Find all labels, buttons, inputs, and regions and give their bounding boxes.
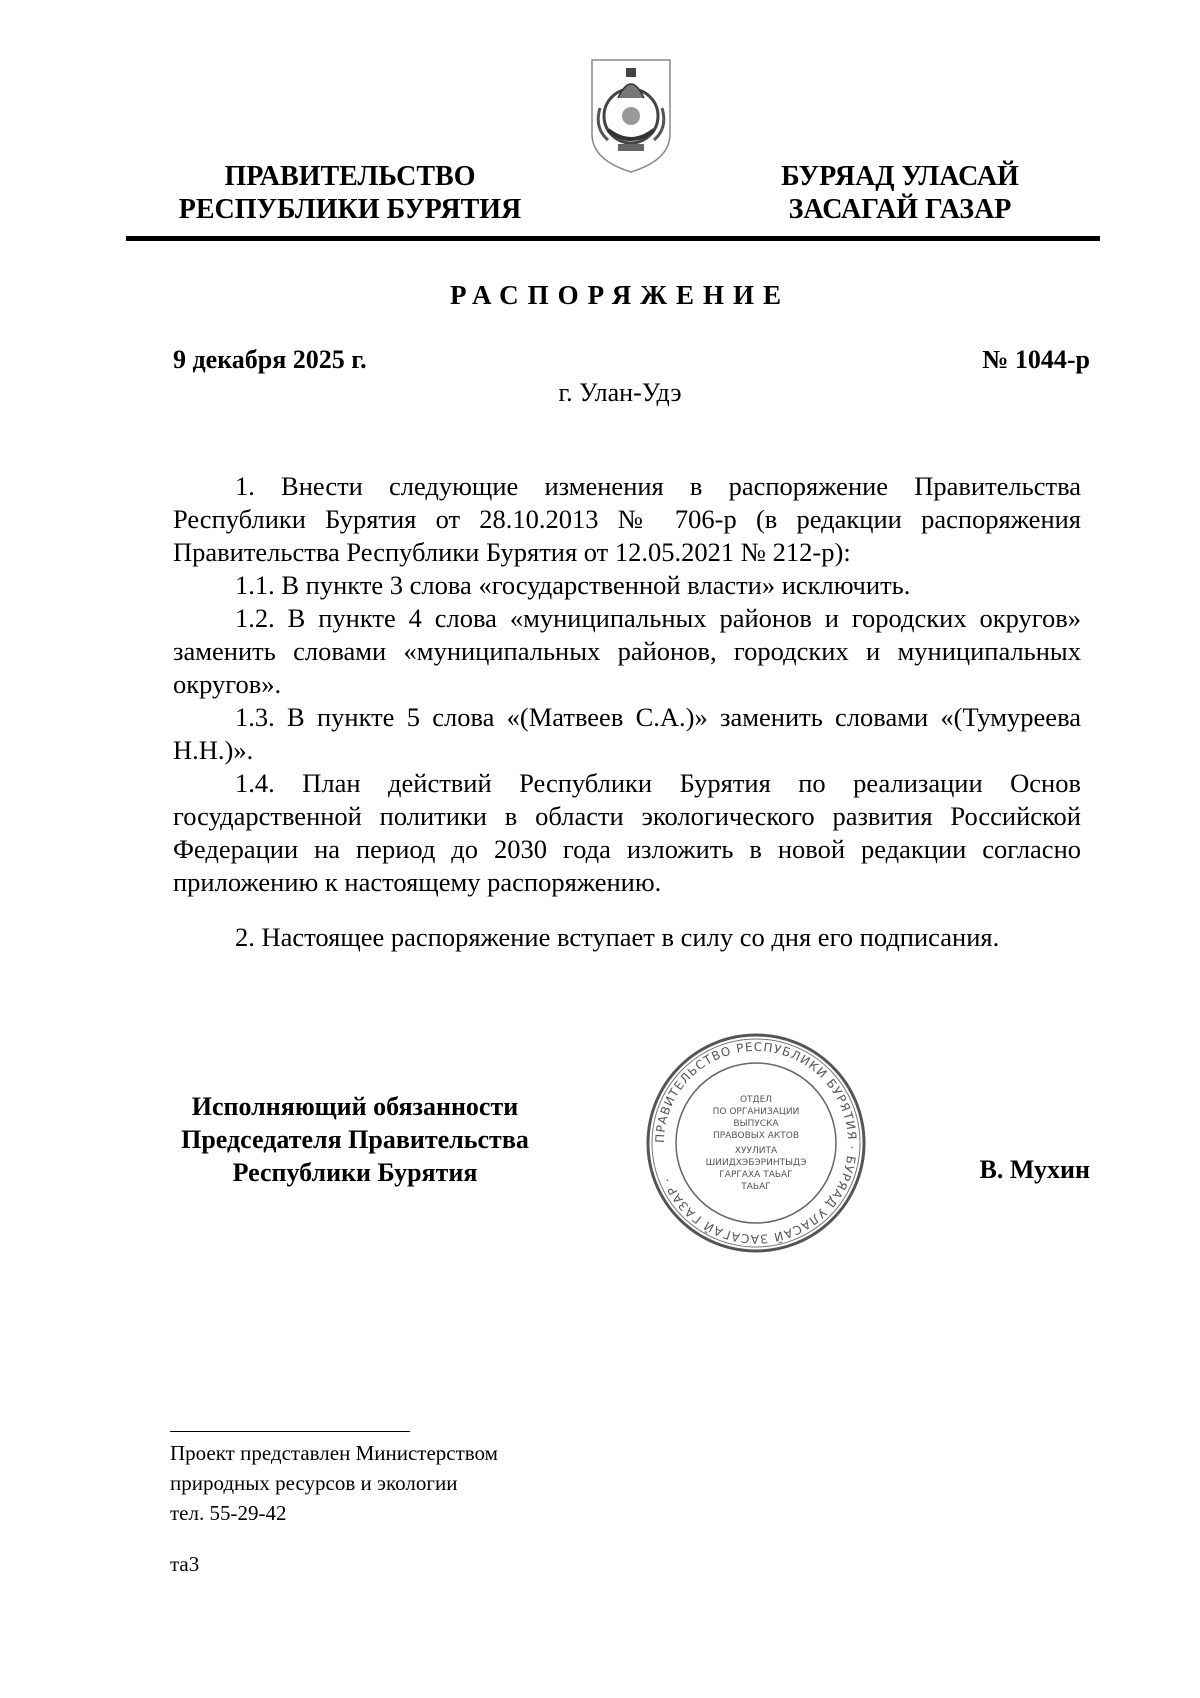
svg-text:ПРАВОВЫХ АКТОВ: ПРАВОВЫХ АКТОВ [712,1131,800,1141]
signatory-position-line1: Исполняющий обязанности [191,1092,519,1121]
official-seal [645,1032,867,1254]
document-date: 9 декабря 2025 г. [173,345,367,374]
signatory-position-line2: Председателя Правительства [181,1125,529,1154]
document-city: г. Улан-Удэ [558,378,682,407]
document-body [173,470,1081,954]
footnote-line1: Проект представлен Министерством [170,1441,498,1465]
header-left [170,160,530,226]
paragraph-1: 1. Внести следующие изменения в распоряжение Правительства Республики Бурятия от 28.10.2013 № 706-р (в редакции распоряжения Правительства Республики Бурятия от 12.05.2021 № 212-р): [173,471,1081,567]
paragraph-1-3: 1.3. В пункте 5 слова «(Матвеев С.А.)» заменить словами «(Тумуреева Н.Н.)». [173,702,1081,765]
coat-of-arms-icon [588,56,674,176]
paragraph-2: 2. Настоящее распоряжение вступает в силу со дня его подписания. [235,922,1000,952]
svg-text:ОТДЕЛ: ОТДЕЛ [739,1095,773,1105]
footnote [170,1438,498,1528]
header-divider [126,236,1100,241]
svg-text:ПРАВИТЕЛЬСТВО РЕСПУБЛИКИ БУРЯТ: ПРАВИТЕЛЬСТВО РЕСПУБЛИКИ БУРЯТИЯ · БУРЯАД УЛАСАЙ ЗАСАГАЙ ГАЗАР · [652,1039,860,1247]
document-code: та3 [170,1552,200,1576]
paragraph-1-4: 1.4. План действий Республики Бурятия по реализации Основ государственной политики в области экологического развития Российской Федерации на период до 2030 года изложить в новой редакции согласно приложению к настоящему распоряжению. [173,768,1081,897]
document-number: № 1044-р [982,345,1090,374]
svg-text:ШИИДХЭБЭРИНТЫДЭ: ШИИДХЭБЭРИНТЫДЭ [705,1158,807,1168]
paragraph-1-1: 1.1. В пункте 3 слова «государственной власти» исключить. [235,570,911,600]
footnote-divider [170,1431,410,1432]
svg-text:ВЫПУСКА: ВЫПУСКА [733,1119,779,1129]
svg-text:ХУУЛИТА: ХУУЛИТА [734,1146,778,1156]
signatory-position-line3: Республики Бурятия [232,1158,478,1187]
svg-text:ТАЬАГ: ТАЬАГ [741,1182,771,1192]
signatory-name: В. Мухин [979,1155,1090,1184]
header-right-line1: БУРЯАД УЛАСАЙ [781,161,1019,192]
paragraph-1-2: 1.2. В пункте 4 слова «муниципальных районов и городских округов» заменить словами «муниципальных районов, городских и муниципальных округов». [173,603,1081,699]
svg-text:ПО ОРГАНИЗАЦИИ: ПО ОРГАНИЗАЦИИ [712,1107,800,1117]
document-title: РАСПОРЯЖЕНИЕ [449,280,791,310]
svg-text:ГАРГАХА ТАЬАГ: ГАРГАХА ТАЬАГ [719,1170,793,1180]
header-left-line1: ПРАВИТЕЛЬСТВО [224,161,476,192]
footnote-line3: тел. 55-29-42 [170,1501,287,1525]
signatory-position [160,1090,550,1189]
header-right [750,160,1050,226]
header-left-line2: РЕСПУБЛИКИ БУРЯТИЯ [178,194,522,225]
footnote-line2: природных ресурсов и экологии [170,1471,458,1495]
header-right-line2: ЗАСАГАЙ ГАЗАР [788,194,1012,225]
